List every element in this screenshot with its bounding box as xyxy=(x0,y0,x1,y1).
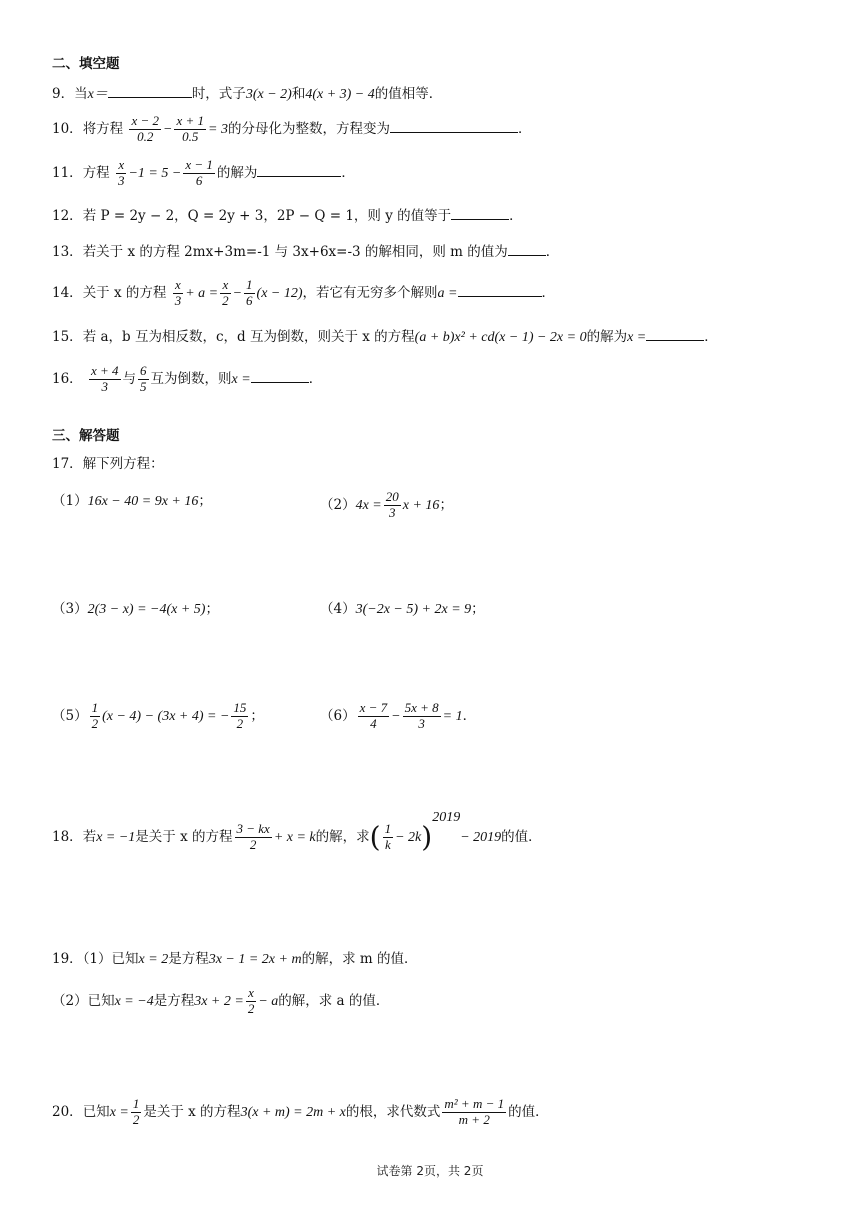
fraction: $\frac{3 - kx}{2}$ xyxy=(236,821,270,852)
question-17-part-2: （2）4x = $\frac{20}{3}$ x + 16； xyxy=(320,489,453,520)
answer-blank[interactable] xyxy=(390,120,518,133)
question-12: 12．若 P = 2y − 2，Q = 2y + 3，2P − Q = 1，则 y 的值等于 ． xyxy=(52,208,523,224)
fraction: $\frac{x}{2}$ xyxy=(222,277,229,308)
answer-blank[interactable] xyxy=(257,164,341,177)
fraction: $\frac{x - 1}{6}$ xyxy=(185,157,213,188)
question-13: 13．若关于 x 的方程 2mx+3m=-1 与 3x+6x=-3 的解相同，则 m 的值为 ． xyxy=(52,244,560,260)
question-20: 20．已知x = $\frac{1}{2}$ 是关于 x 的方程3(x + m) = 2m + x的根，求代数式 $\frac{\text{m² + m − 1}}{m + 2}$ 的值． xyxy=(52,1096,549,1127)
question-19-part-2: （2）已知x = −4是方程3x + 2 = $\frac{x}{2}$ − a的解，求 a 的值． xyxy=(52,985,390,1016)
fraction: $\frac{x}{3}$ xyxy=(174,277,182,308)
question-19-part-1: 19．（1）已知x = 2是方程3x − 1 = 2x + m的解，求 m 的值． xyxy=(52,951,418,967)
fraction: $\frac{1}{2}$ xyxy=(132,1096,140,1127)
fraction: $\frac{1}{6}$ xyxy=(246,277,253,308)
question-11: 11．方程 $\frac{x}{3}$ −1 = 5 − $\frac{x - 1}{6}$ 的解为 ． xyxy=(52,157,355,188)
answer-blank[interactable] xyxy=(508,243,546,256)
fraction: $\frac{5x + 8}{3}$ xyxy=(404,700,439,731)
fraction: $\frac{1}{2}$ xyxy=(91,700,99,731)
question-17-part-1: （1）16x − 40 = 9x + 16； xyxy=(52,493,212,509)
answer-blank[interactable] xyxy=(646,328,704,341)
question-9: 9．当x＝ 时，式子3(x − 2)和4(x + 3) − 4的值相等． xyxy=(52,86,443,102)
fraction: $\frac{x}{3}$ xyxy=(117,157,125,188)
fraction: $\frac{x + 4}{3}$ xyxy=(90,363,119,394)
fraction: $\frac{x + 1}{0.5}$ xyxy=(176,113,205,144)
question-17-part-4: （4）3(−2x − 5) + 2x = 9； xyxy=(320,601,485,617)
question-16: 16． $\frac{x + 4}{3}$ 与 $\frac{6}{5}$ 互为倒数，则x = ． xyxy=(52,363,323,394)
question-17-part-5: （5） $\frac{1}{2}$ (x − 4) − (3x + 4) = − $\frac{15}{2}$ ； xyxy=(52,700,264,731)
question-17-part-6: （6） $\frac{x - 7}{4}$ − $\frac{5x + 8}{3}$ = 1． xyxy=(320,700,477,731)
question-14: 14．关于 x 的方程 $\frac{x}{3}$ + a = $\frac{x}{2}$ − $\frac{1}{6}$ (x − 12)，若它有无穷多个解则a = ． xyxy=(52,277,555,308)
fraction: $\frac{x}{2}$ xyxy=(247,985,255,1016)
fraction: $\frac{15}{2}$ xyxy=(233,700,247,731)
question-17: 17．解下列方程： xyxy=(52,456,164,472)
fraction: $\frac{20}{3}$ xyxy=(385,489,399,520)
answer-blank[interactable] xyxy=(451,207,509,220)
fraction: $\frac{x - 7}{4}$ xyxy=(359,700,388,731)
section-solve-title: 三、解答题 xyxy=(52,428,120,444)
page-footer: 试卷第 2页，共 2页 xyxy=(376,1164,484,1178)
fraction: $\frac{x - 2}{0.2}$ xyxy=(131,113,160,144)
answer-blank[interactable] xyxy=(458,284,542,297)
question-10: 10．将方程 $\frac{x - 2}{0.2}$ − $\frac{x + 1}{0.5}$ = 3的分母化为整数，方程变为 ． xyxy=(52,113,532,144)
question-17-part-3: （3）2(3 − x) = −4(x + 5)； xyxy=(52,601,219,617)
fraction: $\frac{6}{5}$ xyxy=(140,363,147,394)
question-15: 15．若 a，b 互为相反数，c，d 互为倒数，则关于 x 的方程(a + b)x² + cd(x − 1) − 2x = 0的解为x = ． xyxy=(52,329,718,345)
section-fill-blank-title: 二、填空题 xyxy=(52,56,120,72)
answer-blank[interactable] xyxy=(251,370,309,383)
fraction: $\frac{\text{m² + m − 1}}{m + 2}$ xyxy=(444,1096,505,1127)
fraction: $\frac{1}{k}$ xyxy=(384,821,392,852)
question-18: 18．若x = −1是关于 x 的方程 $\frac{3 - kx}{2}$ + x = k的解，求( $\frac{1}{k}$ − 2k)$^{2019}$− 2019的值． xyxy=(52,810,542,854)
answer-blank[interactable] xyxy=(108,85,192,98)
